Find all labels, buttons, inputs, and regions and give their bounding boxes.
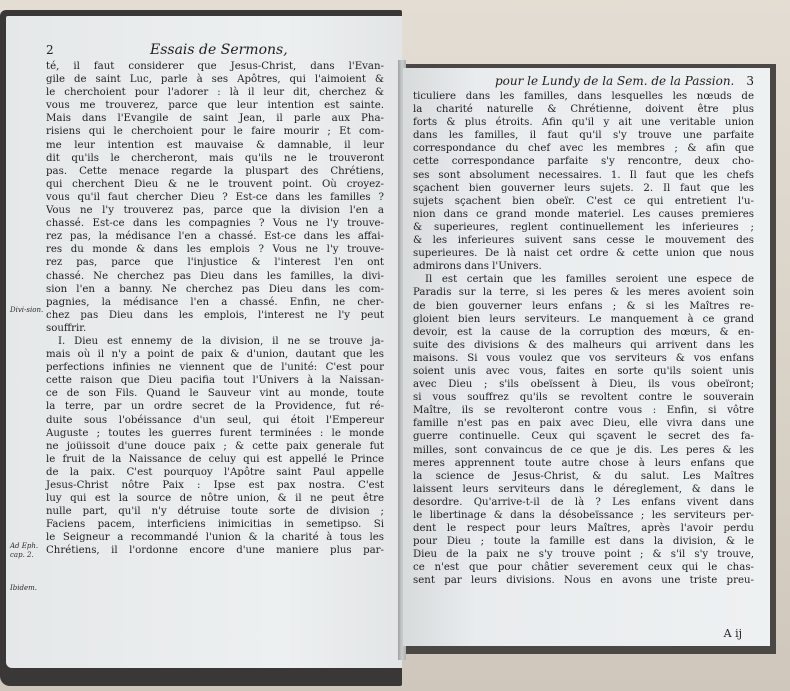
margin-note-division: Divi-sion. bbox=[10, 306, 44, 314]
text-line: correspondance du chef avec les membres ; & afin que bbox=[413, 143, 754, 155]
text-line: Maître, ils se revolteront contre vous : Enfin, si vôtre bbox=[413, 405, 754, 417]
text-line: laissent leurs serviteurs dans le déreglement, & dans le bbox=[413, 483, 754, 495]
text-line: le cherchoient pour l'adorer : là il leur dit, cherchez & bbox=[46, 87, 384, 99]
text-line: sion l'en a banny. Ne cherchez pas Dieu dans les com- bbox=[46, 283, 384, 295]
text-line: cette correspondance parfaite s'y rencontre, deux cho- bbox=[413, 156, 754, 168]
text-line: me leur intention est mauvaise & damnable, il leur bbox=[46, 139, 384, 151]
text-line: Faciens pacem, interficiens inimicitias in semetipso. Si bbox=[46, 519, 384, 531]
text-line: soient unis avec vous, faites en sorte qu'ils soient unis bbox=[413, 365, 754, 377]
right-page-number: 3 bbox=[746, 74, 754, 88]
text-line: mais où il n'y a point de paix & d'union, dautant que les bbox=[46, 349, 384, 361]
text-line: chez pas Dieu dans les emplois, l'interest ne l'y peut bbox=[46, 309, 384, 321]
text-line: sçachent bien gouverner leurs sujets. 2. Il faut que les bbox=[413, 182, 754, 194]
text-line: gile de saint Luc, parle à ses Apôtres, qui l'aimoient & bbox=[46, 74, 384, 86]
right-running-head bbox=[413, 74, 754, 88]
text-line: té, il faut considerer que Jesus-Christ, dans l'Evan- bbox=[46, 61, 384, 72]
text-line: le fruit de la Naissance de celuy qui est appellé le Prince bbox=[46, 453, 384, 465]
text-line: avec Dieu ; s'ils obeïssent à Dieu, ils vous obeïront; bbox=[413, 379, 754, 391]
text-line: la science de Jesus-Christ, & du salut. Les Maîtres bbox=[413, 470, 754, 482]
text-line: suite des divisions & des malheurs qui arrivent dans les bbox=[413, 339, 754, 351]
text-line: ticuliere dans les familles, dans lesquelles les nœuds de bbox=[413, 91, 754, 102]
text-line: chassé. Ne cherchez pas Dieu dans les familles, la divi- bbox=[46, 270, 384, 282]
text-line: res du monde & dans les emplois ? Vous ne l'y trouve- bbox=[46, 244, 384, 256]
text-line: nion dans ce grand monde materiel. Les causes premieres bbox=[413, 208, 754, 220]
text-line: Chrétiens, il l'ordonne encore d'une maniere plus par- bbox=[46, 545, 384, 557]
text-line: desordre. Qu'arrive-t-il de là ? Les enfans vivent dans bbox=[413, 496, 754, 508]
text-line: le libertinage & dans la désobeïssance ; les serviteurs per- bbox=[413, 510, 754, 521]
text-line: sujets sçachent bien obeïr. C'est ce qui entretient l'u- bbox=[413, 195, 754, 207]
text-line: la terre, par un ordre secret de la Providence, fut ré- bbox=[46, 401, 384, 413]
text-line: sent par leurs divisions. Nous en avons une triste preu- bbox=[413, 575, 754, 587]
text-line: Vous ne l'y trouverez pas, parce que la division l'en a bbox=[46, 205, 384, 217]
text-line: famille n'est pas en paix avec Dieu, elle vivra dans une bbox=[413, 418, 754, 430]
text-line: nulle part, qu'il n'y détruise toute sorte de division ; bbox=[46, 506, 384, 518]
text-line: dent le respect pour leurs Maîtres, après l'avoir perdu bbox=[413, 523, 754, 535]
text-line: ce de son Fils. Quand le Sauveur vint au monde, toute bbox=[46, 388, 384, 400]
text-line: duite sous l'obéissance d'un seul, qui étoit l'Empereur bbox=[46, 414, 384, 426]
margin-note-ad-eph: Ad Eph. cap. 2. bbox=[10, 542, 39, 559]
text-line: rez pas, la médisance l'en a chassé. Est-ce dans les affai- bbox=[46, 231, 384, 243]
text-line: rez pas, parce que l'injustice & l'interest l'en ont bbox=[46, 257, 384, 269]
text-line: guerre continuelle. Ceux qui sçavent le secret des fa- bbox=[413, 431, 754, 443]
text-line: forts & plus étroits. Afin qu'il y ait une veritable union bbox=[413, 117, 754, 129]
text-line: & les inferieures suivent sans cesse le mouvement des bbox=[413, 235, 754, 247]
text-line: superieures. De là naist cet ordre & cette union que nous bbox=[413, 248, 754, 260]
margin-note-ibidem: Ibidem. bbox=[10, 584, 37, 592]
left-page bbox=[6, 16, 402, 668]
text-line: chassé. Est-ce dans les compagnies ? Vous ne l'y trouve- bbox=[46, 218, 384, 230]
text-line: la charité naturelle & Chrétienne, doivent être plus bbox=[413, 104, 754, 116]
text-line: ne joüissoit d'une douce paix ; & cette paix generale fut bbox=[46, 440, 384, 452]
text-line: I. Dieu est ennemy de la division, il ne se trouve ja- bbox=[58, 335, 384, 347]
text-line: devoir, est la cause de la corruption des mœurs, & en- bbox=[413, 326, 754, 338]
text-line: milles, sont convaincus de ce que je dis. Les peres & les bbox=[413, 444, 754, 456]
text-line: ses sont absolument necessaires. 1. Il faut que les chefs bbox=[413, 169, 754, 181]
left-running-head bbox=[46, 42, 384, 58]
text-line: cette raison que Dieu pacifia tout l'Univers à la Naissan- bbox=[46, 375, 384, 387]
text-line: dans les familles, il faut qu'il s'y trouve une parfaite bbox=[413, 130, 754, 142]
signature-mark: A ij bbox=[723, 627, 742, 640]
text-line: Mais dans l'Evangile de saint Jean, il parle aux Pha- bbox=[46, 113, 384, 125]
text-line: pas. Cette menace regarde la pluspart des Chrétiens, bbox=[46, 165, 384, 177]
text-line: Auguste ; toutes les guerres furent terminées : le monde bbox=[46, 427, 384, 439]
text-line: gloient bien leurs serviteurs. Le manquement à ce grand bbox=[413, 313, 754, 325]
text-line: admirons dans l'Univers. bbox=[413, 261, 542, 273]
text-line: vous me trouverez, parce que leur intention est sainte. bbox=[46, 100, 384, 112]
right-text-block bbox=[413, 90, 754, 588]
text-line: Dieu de la paix ne s'y trouve point ; & s'il s'y trouve, bbox=[413, 549, 754, 561]
left-running-title: Essais de Sermons, bbox=[149, 42, 288, 58]
left-text-block bbox=[46, 60, 384, 558]
text-line: risiens qui le cherchoient pour le faire mourir ; Et com- bbox=[46, 126, 384, 138]
text-line: si vous souffrez qu'ils se revoltent contre le souverain bbox=[413, 392, 754, 404]
left-page-number: 2 bbox=[46, 43, 54, 57]
text-line: maisons. Si vous voulez que vos serviteurs & vos enfans bbox=[413, 352, 754, 364]
text-line: ce n'est que pour châtier severement ceux qui le chas- bbox=[413, 562, 754, 574]
text-line: souffrir. bbox=[46, 322, 87, 334]
text-line: Il est certain que les familles seroient une espece de bbox=[425, 274, 754, 286]
text-line: le Seigneur a recommandé l'union & la charité à tous les bbox=[46, 532, 384, 544]
text-line: de la paix. C'est pourquoy l'Apôtre saint Paul appelle bbox=[46, 466, 384, 478]
text-line: qui cherchent Dieu & ne le trouvent point. Où croyez- bbox=[46, 178, 384, 190]
text-line: de bien gouverner leurs enfans ; & si les Maîtres re- bbox=[413, 300, 754, 312]
text-line: pour Dieu ; toute la famille est dans la division, & le bbox=[413, 536, 754, 548]
text-line: & superieures, reglent continuellement les inferieures ; bbox=[413, 221, 754, 233]
right-running-title: pour le Lundy de la Sem. de la Passion. bbox=[494, 74, 735, 88]
text-line: perfections infinies ne viennent que de l'unité: C'est pour bbox=[46, 362, 384, 374]
text-line: dit qu'ils le chercheront, mais qu'ils ne le trouveront bbox=[46, 152, 384, 164]
text-line: pagnies, la médisance l'en a chassé. Enfin, ne cher- bbox=[46, 296, 384, 308]
right-page bbox=[403, 68, 770, 646]
text-line: luy qui est la source de nôtre union, & il ne peut être bbox=[46, 493, 384, 505]
text-line: Paradis sur la terre, si les peres & les meres avoient soin bbox=[413, 287, 754, 299]
text-line: vous qu'il faut chercher Dieu ? Est-ce dans les familles ? bbox=[46, 191, 384, 203]
text-line: meres apprennent toute autre chose à leurs enfans que bbox=[413, 457, 754, 469]
text-line: Jesus-Christ nôtre Paix : Ipse est pax nostra. C'est bbox=[46, 480, 384, 491]
